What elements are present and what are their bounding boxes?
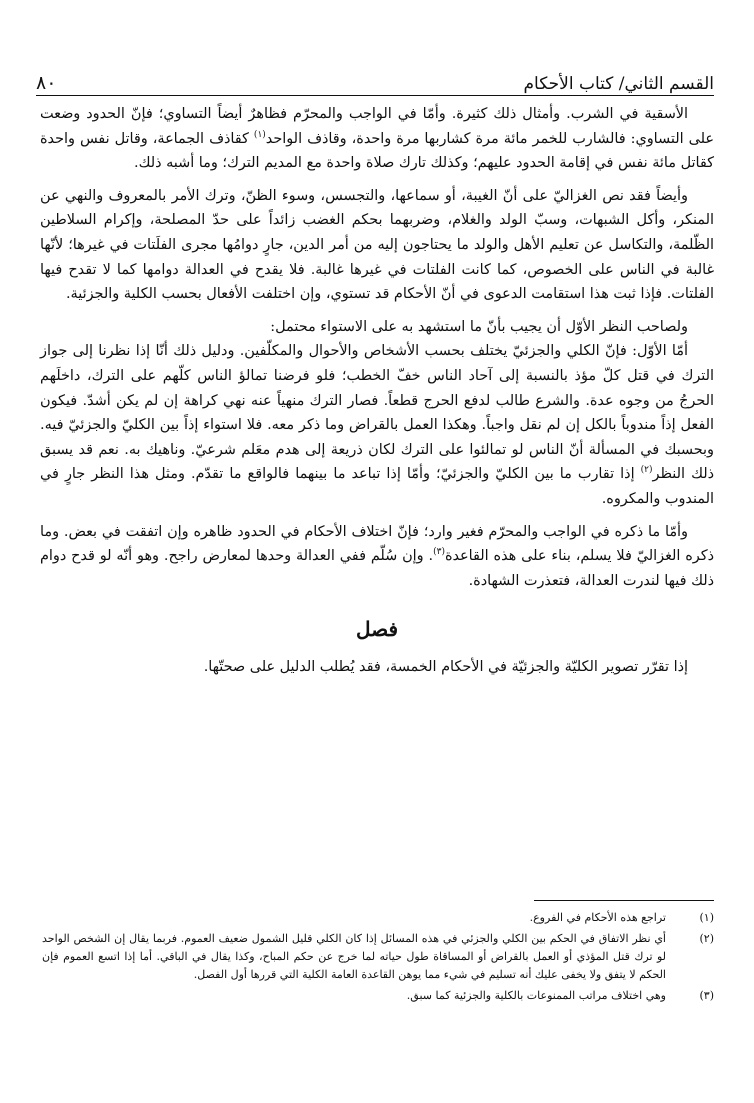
footnote-number: (١) [699,911,714,924]
footnote [42,930,714,984]
running-header [36,66,714,96]
paragraph: وأيضاً فقد نص الغزاليّ على أنّ الغيبة، أو سماعها، والتجسس، وسوء الظنّ، وترك الأمر بالمعروف والنهي عن المنكر، وأكل الشبهات، وسبّ الولد والغلام، وضربهما بحكم الغضب زائداً على حدّ المصلحة، وإكرام السلاطين الظّلمة، والتكاسل عن تعليم الأهل والولد ما يحتاجون إليه من أمر الدين، جارٍ دوامُها مجرى الفلَتات في غيرها؛ لأنّها غالبة في الناس على الخصوص، كما كانت الفلتات في غيرها غالبة. فلا يقدح في العدالة دوامها كما لا تقدح فيها الفلتات. فإذا ثبت هذا استقامت الدعوى في أنّ الأحكام قد تستوي، وإن اختلفت الأفعال بحسب الكلية والجزئية. [40,187,714,303]
page-number: ٨٠ [36,72,57,94]
paragraph: ولصاحب النظر الأوّل أن يجيب بأنّ ما استشهد به على الاستواء محتمل: [270,318,688,335]
paragraph-text: إذا تقارب ما بين الكليّ والجزئيّ؛ وأمّا إذا تباعد ما بينهما فالواقع ما تقدّم. ومثل هذا النظر جارٍ في المندوب والمكروه. [40,466,714,507]
main-text [40,102,714,680]
footnote-text: تراجع هذه الأحكام في الفروع. [529,911,666,924]
footnote-ref: (٢) [640,465,653,476]
paragraph-text: وأمّا ما ذكره في الواجب والمحرّم فغير وارد؛ فإنّ اختلاف الأحكام في الحدود ظاهره وإن اتفقت في بعض. وما ذكره الغزاليّ فلا يسلم، بناء على هذه القاعدة [40,523,715,565]
footnote [42,987,714,1005]
footnote-divider [534,900,714,901]
paragraph-text: كقاذف الجماعة، وقاتل نفس واحدة كقاتل مائة نفس في إقامة الحدود عليهم؛ وكذلك تارك صلاة واحدة مع المديم الترك؛ وما أشبه ذلك. [40,130,714,172]
section-paragraph: إذا تقرّر تصوير الكليّة والجزئيّة في الأحكام الخمسة، فقد يُطلب الدليل على صحتّها. [203,659,688,676]
paragraph [40,339,714,511]
running-title: القسم الثاني/ كتاب الأحكام [523,74,714,94]
paragraph-text: . وإن سُلّم ففي العدالة وحدها لمعارض راجح. وهو أنّه لو قدح دوام ذلك فيها لندرت العدالة، فتعذرت الشهادة. [40,548,714,589]
footnotes [42,900,714,1008]
footnote-text: أي نظر الاتفاق في الحكم بين الكلي والجزئي في هذه المسائل إذا كان الكلي قليل الشمول ضعيف العموم. فربما يقال إن الشخص الواحد لو ترك قتل المؤذي أو العمل بالقراض أو المساقاة طول حياته لما خرج عن حكم المباح، وكذا يقال في الباقي. أما إذا اتسع العموم فإن الحكم لا يتفق ولا يخفى عليك أنه تسليم في شيء مما يوهن القاعدة العامة الكلية التي قررها أول الفصل. [42,932,666,981]
footnote-text: وهي اختلاف مراتب الممنوعات بالكلية والجزئية كما سبق. [406,989,666,1002]
footnote-number: (٢) [699,932,714,945]
footnote [42,909,714,927]
footnote-number: (٣) [699,989,714,1002]
paragraph-text: أمّا الأوّل: فإنّ الكلي والجزئيّ يختلف بحسب الأشخاص والأحوال والمكلّفين. ودليل ذلك أنّا إذا نظرنا إلى جواز الترك في قتل كلّ مؤذ بالنسبة إلى آحاد الناس خفّ الخطب؛ فلو فرضنا تمالؤ الناس كلّهم على الترك، داخلَهم الحرجُ من وجوه عدة. والشرع طالب لدفع الحرج قطعاً. فصار الترك منهياً عنه نهي كراهة إن لم يكن أشدّ. فيكون الفعل إذاً مندوباً بالكل إن لم نقل واجباً. وهكذا العمل بالقراض وما ذكر معه. فلا استواء إذاً بين الكليّ والجزئيّ فيه. وبحسبك في المسألة أنّ الناس لو تمالئوا على الترك لكان ذريعة إلى هدم معَلم شرعيّ. وناهيك به. نعم قد يسبق ذلك النظر [40,343,714,483]
footnote-ref: (١) [253,129,266,140]
paragraph [40,102,714,176]
paragraph [40,520,714,594]
paragraph-text: الأسقية في الشرب. وأمثال ذلك كثيرة. وأمّا في الواجب والمحرّم فظاهرٌ أيضاً التساوي؛ فإنّ الحدود وضعت على التساوي: فالشارب للخمر مائة مرة كشاربها مرة واحدة، وقاذف الواحد [40,106,714,147]
footnote-ref: (٣) [433,547,445,558]
section-heading: فصل [355,617,399,642]
